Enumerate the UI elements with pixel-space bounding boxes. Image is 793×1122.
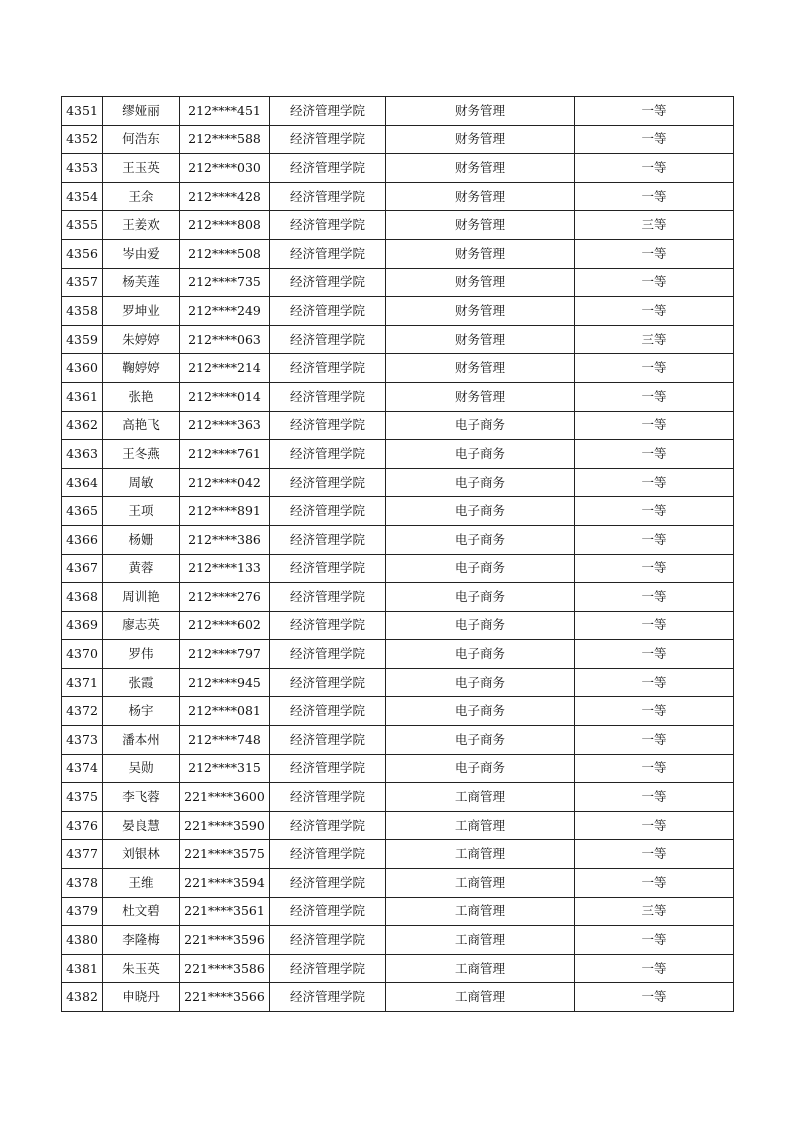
table-row <box>62 897 734 926</box>
student-id-cell: 221****3590 <box>180 811 270 840</box>
table-row <box>62 840 734 869</box>
student-name-cell: 周训艳 <box>103 583 180 612</box>
award-grade-cell: 一等 <box>575 382 734 411</box>
award-grade-cell: 一等 <box>575 525 734 554</box>
student-name-cell: 王玉英 <box>103 154 180 183</box>
student-id-cell: 212****602 <box>180 611 270 640</box>
student-name-cell: 李隆梅 <box>103 926 180 955</box>
major-name-cell: 电子商务 <box>386 440 575 469</box>
student-name-cell: 岑由爱 <box>103 239 180 268</box>
award-grade-cell: 一等 <box>575 97 734 126</box>
table-row <box>62 440 734 469</box>
college-name-cell: 经济管理学院 <box>270 954 386 983</box>
table-row <box>62 583 734 612</box>
student-id-cell: 212****808 <box>180 211 270 240</box>
college-name-cell: 经济管理学院 <box>270 783 386 812</box>
college-name-cell: 经济管理学院 <box>270 726 386 755</box>
major-name-cell: 财务管理 <box>386 97 575 126</box>
award-grade-cell: 三等 <box>575 325 734 354</box>
award-grade-cell: 一等 <box>575 754 734 783</box>
student-name-cell: 杨芙莲 <box>103 268 180 297</box>
college-name-cell: 经济管理学院 <box>270 525 386 554</box>
row-number-cell: 4361 <box>62 382 103 411</box>
student-id-cell: 221****3566 <box>180 983 270 1012</box>
college-name-cell: 经济管理学院 <box>270 268 386 297</box>
college-name-cell: 经济管理学院 <box>270 440 386 469</box>
major-name-cell: 电子商务 <box>386 525 575 554</box>
student-name-cell: 晏良慧 <box>103 811 180 840</box>
college-name-cell: 经济管理学院 <box>270 811 386 840</box>
row-number-cell: 4381 <box>62 954 103 983</box>
row-number-cell: 4368 <box>62 583 103 612</box>
table-row <box>62 611 734 640</box>
award-grade-cell: 一等 <box>575 497 734 526</box>
student-name-cell: 廖志英 <box>103 611 180 640</box>
award-grade-cell: 一等 <box>575 840 734 869</box>
student-id-cell: 212****748 <box>180 726 270 755</box>
award-grade-cell: 一等 <box>575 811 734 840</box>
major-name-cell: 电子商务 <box>386 411 575 440</box>
student-name-cell: 李飞蓉 <box>103 783 180 812</box>
student-id-cell: 212****891 <box>180 497 270 526</box>
table-row <box>62 497 734 526</box>
college-name-cell: 经济管理学院 <box>270 468 386 497</box>
college-name-cell: 经济管理学院 <box>270 411 386 440</box>
table-row <box>62 525 734 554</box>
student-name-cell: 王冬燕 <box>103 440 180 469</box>
student-name-cell: 吴勋 <box>103 754 180 783</box>
major-name-cell: 财务管理 <box>386 354 575 383</box>
student-id-cell: 212****315 <box>180 754 270 783</box>
row-number-cell: 4358 <box>62 297 103 326</box>
college-name-cell: 经济管理学院 <box>270 211 386 240</box>
row-number-cell: 4353 <box>62 154 103 183</box>
student-name-cell: 何浩东 <box>103 125 180 154</box>
award-grade-cell: 一等 <box>575 640 734 669</box>
student-name-cell: 罗伟 <box>103 640 180 669</box>
table-row <box>62 154 734 183</box>
table-row <box>62 268 734 297</box>
student-name-cell: 申晓丹 <box>103 983 180 1012</box>
row-number-cell: 4378 <box>62 869 103 898</box>
student-name-cell: 张艳 <box>103 382 180 411</box>
row-number-cell: 4360 <box>62 354 103 383</box>
student-name-cell: 高艳飞 <box>103 411 180 440</box>
row-number-cell: 4370 <box>62 640 103 669</box>
major-name-cell: 工商管理 <box>386 869 575 898</box>
student-id-cell: 221****3600 <box>180 783 270 812</box>
college-name-cell: 经济管理学院 <box>270 697 386 726</box>
table-row <box>62 783 734 812</box>
award-grade-cell: 一等 <box>575 954 734 983</box>
major-name-cell: 电子商务 <box>386 754 575 783</box>
student-name-cell: 潘本州 <box>103 726 180 755</box>
row-number-cell: 4362 <box>62 411 103 440</box>
student-name-cell: 刘银林 <box>103 840 180 869</box>
row-number-cell: 4367 <box>62 554 103 583</box>
row-number-cell: 4364 <box>62 468 103 497</box>
table-row <box>62 697 734 726</box>
table-row <box>62 640 734 669</box>
row-number-cell: 4374 <box>62 754 103 783</box>
award-grade-cell: 一等 <box>575 926 734 955</box>
student-name-cell: 罗坤业 <box>103 297 180 326</box>
table-row <box>62 411 734 440</box>
student-name-cell: 鞠婷婷 <box>103 354 180 383</box>
table-row <box>62 983 734 1012</box>
college-name-cell: 经济管理学院 <box>270 497 386 526</box>
award-grade-cell: 一等 <box>575 440 734 469</box>
row-number-cell: 4366 <box>62 525 103 554</box>
major-name-cell: 财务管理 <box>386 239 575 268</box>
table-row <box>62 297 734 326</box>
row-number-cell: 4357 <box>62 268 103 297</box>
row-number-cell: 4365 <box>62 497 103 526</box>
major-name-cell: 财务管理 <box>386 268 575 297</box>
college-name-cell: 经济管理学院 <box>270 583 386 612</box>
student-id-cell: 212****014 <box>180 382 270 411</box>
student-id-cell: 221****3596 <box>180 926 270 955</box>
award-grade-cell: 一等 <box>575 668 734 697</box>
row-number-cell: 4351 <box>62 97 103 126</box>
college-name-cell: 经济管理学院 <box>270 182 386 211</box>
row-number-cell: 4356 <box>62 239 103 268</box>
student-name-cell: 王维 <box>103 869 180 898</box>
student-id-cell: 212****133 <box>180 554 270 583</box>
college-name-cell: 经济管理学院 <box>270 897 386 926</box>
row-number-cell: 4355 <box>62 211 103 240</box>
row-number-cell: 4380 <box>62 926 103 955</box>
student-id-cell: 221****3561 <box>180 897 270 926</box>
student-id-cell: 212****428 <box>180 182 270 211</box>
major-name-cell: 财务管理 <box>386 325 575 354</box>
major-name-cell: 工商管理 <box>386 811 575 840</box>
student-id-cell: 212****451 <box>180 97 270 126</box>
student-name-cell: 张霞 <box>103 668 180 697</box>
award-grade-cell: 一等 <box>575 182 734 211</box>
award-grade-cell: 一等 <box>575 983 734 1012</box>
table-row <box>62 125 734 154</box>
college-name-cell: 经济管理学院 <box>270 154 386 183</box>
row-number-cell: 4382 <box>62 983 103 1012</box>
college-name-cell: 经济管理学院 <box>270 554 386 583</box>
table-row <box>62 239 734 268</box>
student-id-cell: 221****3575 <box>180 840 270 869</box>
student-id-cell: 212****249 <box>180 297 270 326</box>
major-name-cell: 电子商务 <box>386 554 575 583</box>
student-name-cell: 王项 <box>103 497 180 526</box>
award-grade-cell: 一等 <box>575 697 734 726</box>
college-name-cell: 经济管理学院 <box>270 239 386 268</box>
table-row <box>62 668 734 697</box>
student-name-cell: 周敏 <box>103 468 180 497</box>
student-id-cell: 212****735 <box>180 268 270 297</box>
table-row <box>62 926 734 955</box>
row-number-cell: 4363 <box>62 440 103 469</box>
table-row <box>62 468 734 497</box>
award-grade-cell: 一等 <box>575 583 734 612</box>
major-name-cell: 工商管理 <box>386 783 575 812</box>
roster-body <box>62 97 734 1012</box>
college-name-cell: 经济管理学院 <box>270 926 386 955</box>
college-name-cell: 经济管理学院 <box>270 125 386 154</box>
college-name-cell: 经济管理学院 <box>270 983 386 1012</box>
student-name-cell: 杨宇 <box>103 697 180 726</box>
student-id-cell: 212****276 <box>180 583 270 612</box>
student-id-cell: 212****761 <box>180 440 270 469</box>
major-name-cell: 电子商务 <box>386 611 575 640</box>
award-roster-table <box>61 96 734 1012</box>
student-id-cell: 212****508 <box>180 239 270 268</box>
row-number-cell: 4371 <box>62 668 103 697</box>
table-row <box>62 354 734 383</box>
student-name-cell: 王余 <box>103 182 180 211</box>
college-name-cell: 经济管理学院 <box>270 668 386 697</box>
college-name-cell: 经济管理学院 <box>270 754 386 783</box>
table-row <box>62 182 734 211</box>
student-name-cell: 杨姗 <box>103 525 180 554</box>
student-id-cell: 221****3586 <box>180 954 270 983</box>
college-name-cell: 经济管理学院 <box>270 611 386 640</box>
student-id-cell: 221****3594 <box>180 869 270 898</box>
major-name-cell: 电子商务 <box>386 497 575 526</box>
major-name-cell: 工商管理 <box>386 897 575 926</box>
row-number-cell: 4373 <box>62 726 103 755</box>
student-id-cell: 212****214 <box>180 354 270 383</box>
award-grade-cell: 一等 <box>575 154 734 183</box>
student-name-cell: 朱玉英 <box>103 954 180 983</box>
major-name-cell: 电子商务 <box>386 697 575 726</box>
student-id-cell: 212****588 <box>180 125 270 154</box>
college-name-cell: 经济管理学院 <box>270 97 386 126</box>
student-id-cell: 212****363 <box>180 411 270 440</box>
major-name-cell: 财务管理 <box>386 297 575 326</box>
student-id-cell: 212****081 <box>180 697 270 726</box>
student-name-cell: 王姜欢 <box>103 211 180 240</box>
student-name-cell: 杜文碧 <box>103 897 180 926</box>
award-grade-cell: 一等 <box>575 239 734 268</box>
table-row <box>62 382 734 411</box>
college-name-cell: 经济管理学院 <box>270 297 386 326</box>
college-name-cell: 经济管理学院 <box>270 840 386 869</box>
row-number-cell: 4354 <box>62 182 103 211</box>
row-number-cell: 4359 <box>62 325 103 354</box>
major-name-cell: 财务管理 <box>386 211 575 240</box>
major-name-cell: 电子商务 <box>386 668 575 697</box>
major-name-cell: 电子商务 <box>386 468 575 497</box>
award-grade-cell: 一等 <box>575 783 734 812</box>
student-id-cell: 212****042 <box>180 468 270 497</box>
award-grade-cell: 一等 <box>575 726 734 755</box>
award-grade-cell: 一等 <box>575 354 734 383</box>
major-name-cell: 工商管理 <box>386 840 575 869</box>
table-row <box>62 726 734 755</box>
table-row <box>62 97 734 126</box>
major-name-cell: 财务管理 <box>386 125 575 154</box>
major-name-cell: 财务管理 <box>386 154 575 183</box>
major-name-cell: 财务管理 <box>386 382 575 411</box>
row-number-cell: 4379 <box>62 897 103 926</box>
major-name-cell: 工商管理 <box>386 954 575 983</box>
award-grade-cell: 一等 <box>575 554 734 583</box>
award-grade-cell: 一等 <box>575 297 734 326</box>
student-id-cell: 212****797 <box>180 640 270 669</box>
college-name-cell: 经济管理学院 <box>270 325 386 354</box>
student-id-cell: 212****945 <box>180 668 270 697</box>
table-row <box>62 811 734 840</box>
award-grade-cell: 三等 <box>575 897 734 926</box>
student-id-cell: 212****063 <box>180 325 270 354</box>
award-grade-cell: 一等 <box>575 869 734 898</box>
table-row <box>62 869 734 898</box>
college-name-cell: 经济管理学院 <box>270 354 386 383</box>
table-row <box>62 211 734 240</box>
row-number-cell: 4375 <box>62 783 103 812</box>
award-grade-cell: 一等 <box>575 611 734 640</box>
college-name-cell: 经济管理学院 <box>270 869 386 898</box>
table-row <box>62 325 734 354</box>
major-name-cell: 财务管理 <box>386 182 575 211</box>
major-name-cell: 工商管理 <box>386 926 575 955</box>
award-grade-cell: 三等 <box>575 211 734 240</box>
college-name-cell: 经济管理学院 <box>270 640 386 669</box>
major-name-cell: 工商管理 <box>386 983 575 1012</box>
award-grade-cell: 一等 <box>575 125 734 154</box>
award-grade-cell: 一等 <box>575 411 734 440</box>
row-number-cell: 4369 <box>62 611 103 640</box>
college-name-cell: 经济管理学院 <box>270 382 386 411</box>
row-number-cell: 4372 <box>62 697 103 726</box>
table-row <box>62 554 734 583</box>
major-name-cell: 电子商务 <box>386 583 575 612</box>
table-row <box>62 754 734 783</box>
award-grade-cell: 一等 <box>575 468 734 497</box>
major-name-cell: 电子商务 <box>386 726 575 755</box>
major-name-cell: 电子商务 <box>386 640 575 669</box>
row-number-cell: 4377 <box>62 840 103 869</box>
table-row <box>62 954 734 983</box>
student-name-cell: 黄蓉 <box>103 554 180 583</box>
row-number-cell: 4352 <box>62 125 103 154</box>
student-id-cell: 212****030 <box>180 154 270 183</box>
student-name-cell: 朱婷婷 <box>103 325 180 354</box>
student-name-cell: 缪娅丽 <box>103 97 180 126</box>
row-number-cell: 4376 <box>62 811 103 840</box>
student-id-cell: 212****386 <box>180 525 270 554</box>
award-grade-cell: 一等 <box>575 268 734 297</box>
